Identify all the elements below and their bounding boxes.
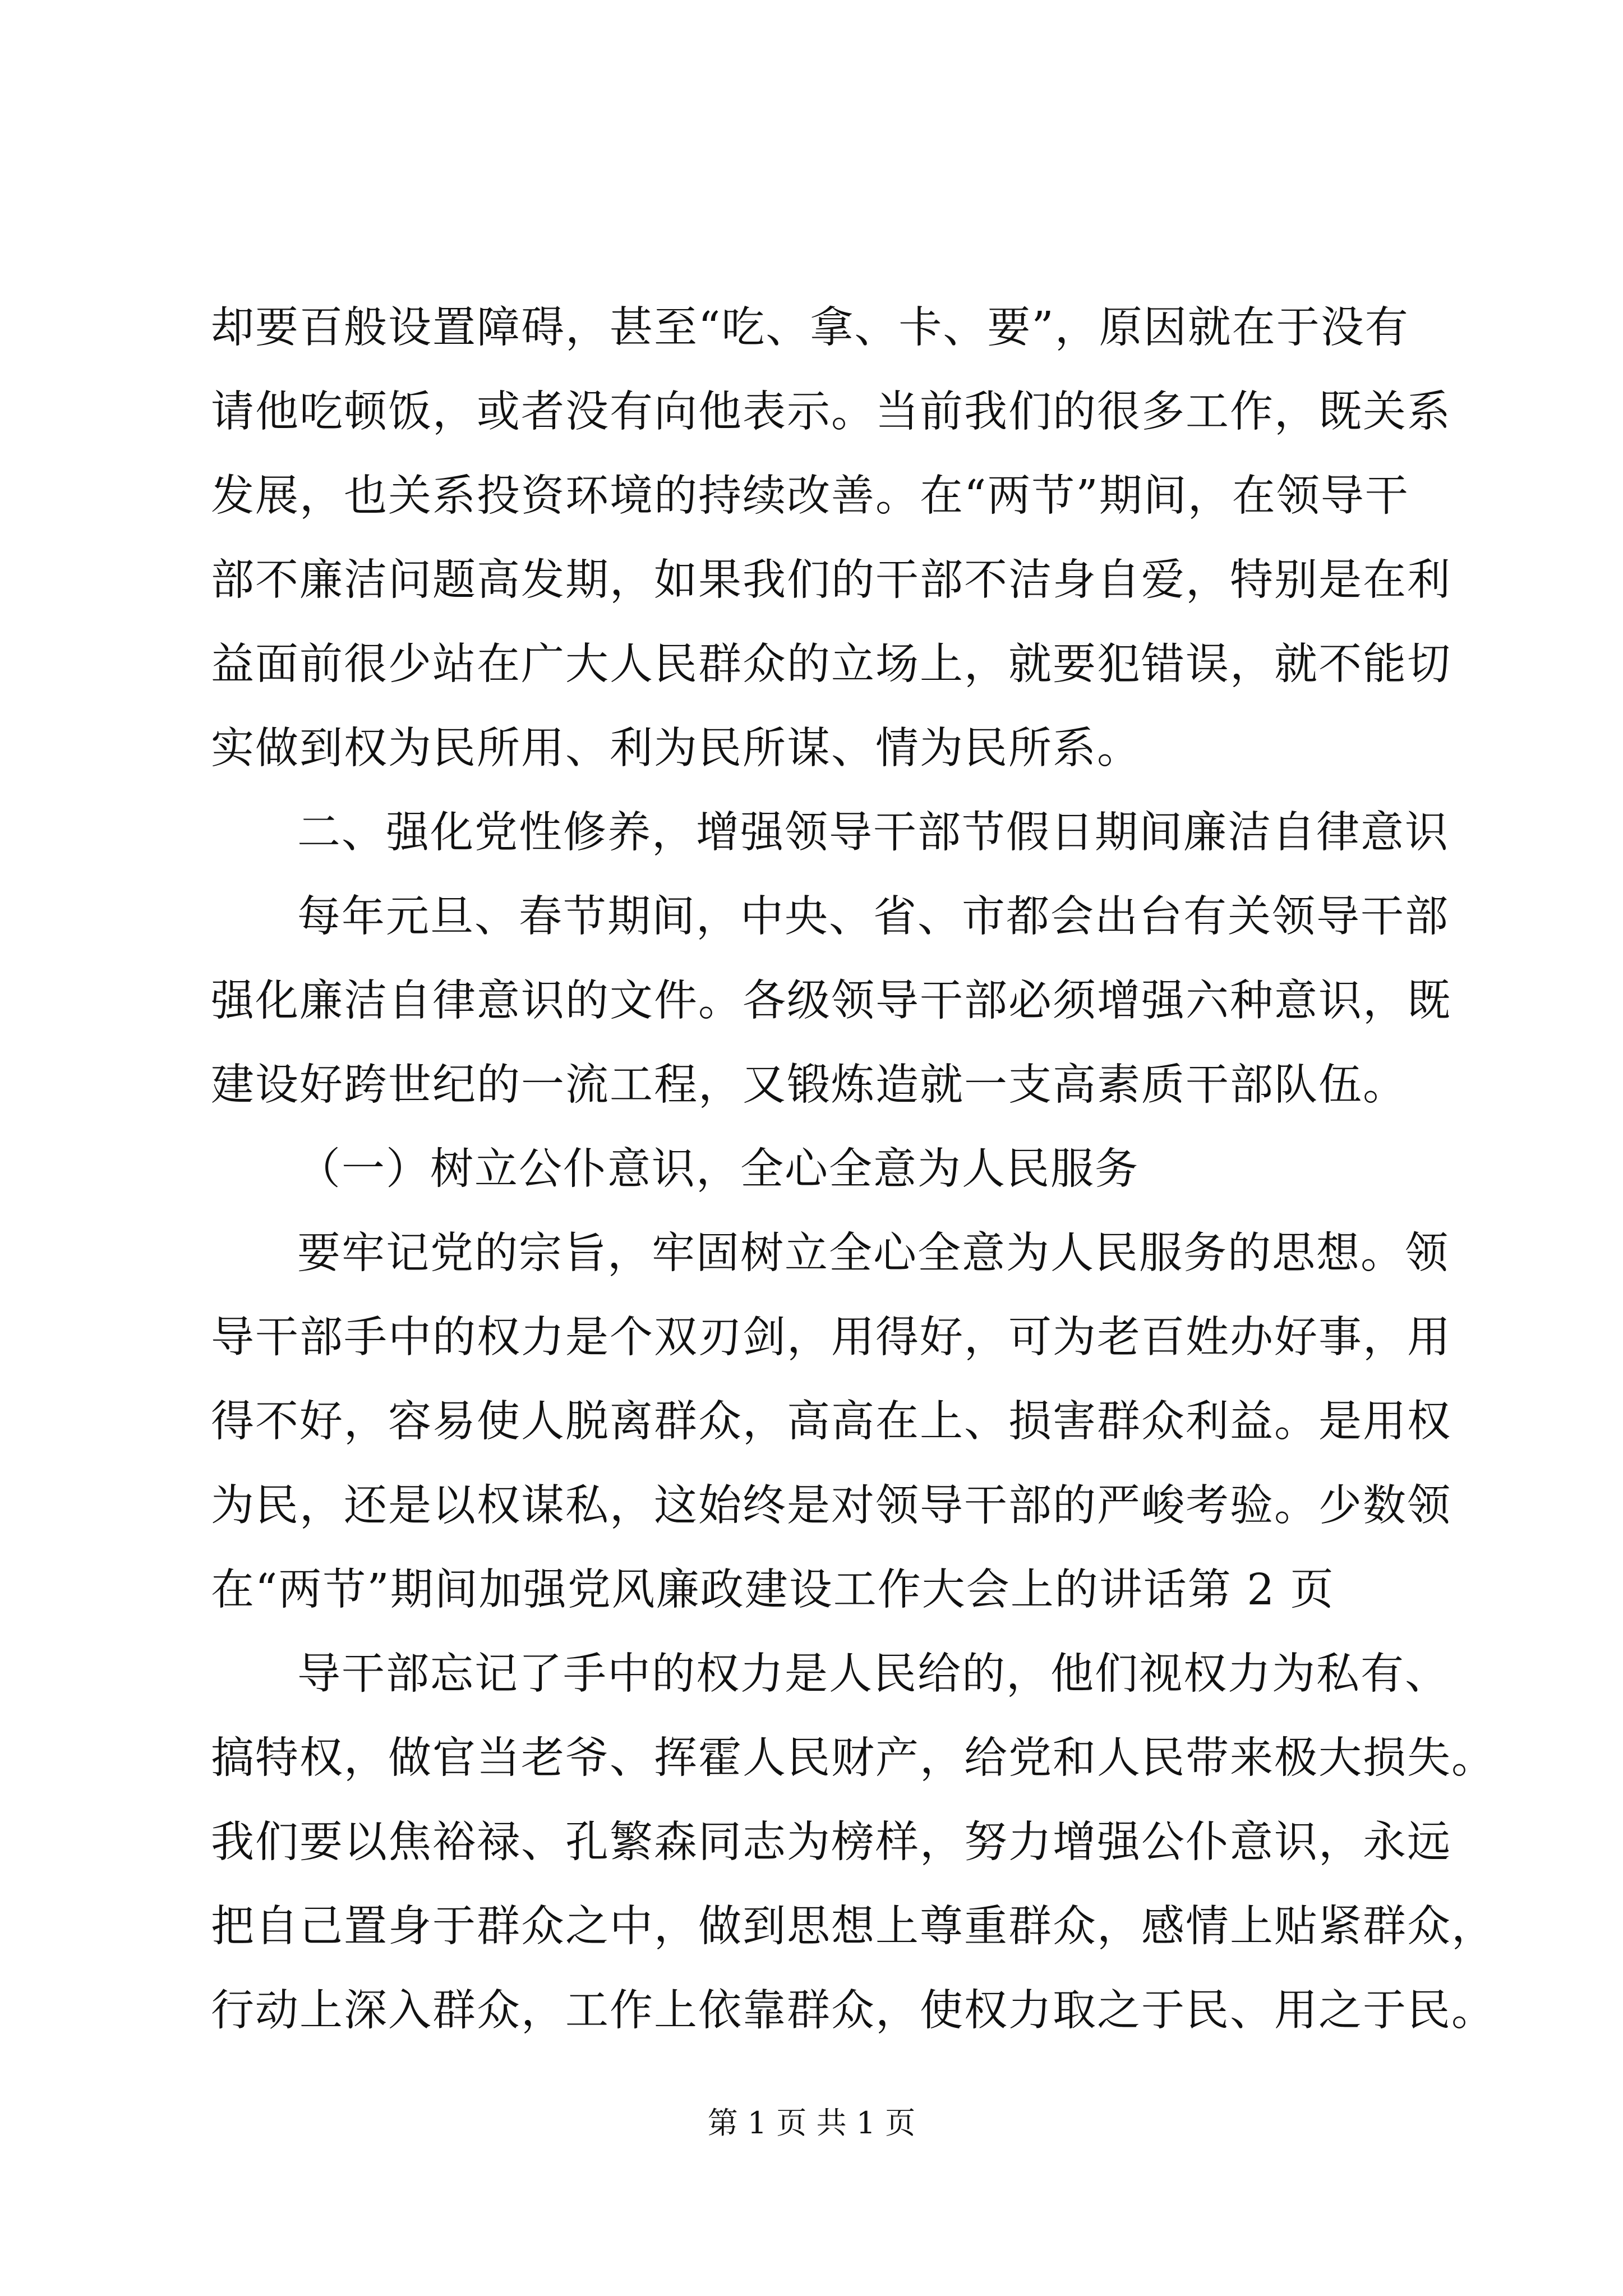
text-line: 搞特权，做官当老爷、挥霍人民财产，给党和人民带来极大损失。 (211, 1733, 1496, 1783)
text-line: 得不好，容易使人脱离群众，高高在上、损害群众利益。是用权 (211, 1397, 1451, 1447)
page-footer: 第 1 页 共 1 页 (707, 2105, 916, 2141)
text-line: 把自己置身于群众之中，做到思想上尊重群众，感情上贴紧群众， (211, 1902, 1496, 1952)
text-line: 要牢记党的宗旨，牢固树立全心全意为人民服务的思想。领 (297, 1228, 1449, 1278)
subsection-heading: （一）树立公仆意识，全心全意为人民服务 (297, 1144, 1139, 1194)
text-line: 为民，还是以权谋私，这始终是对领导干部的严峻考验。少数领 (211, 1481, 1451, 1531)
text-line: 实做到权为民所用、利为民所谋、情为民所系。 (211, 724, 1141, 774)
text-line: 却要百般设置障碍，甚至“吃、拿、卡、要”，原因就在于没有 (211, 303, 1409, 353)
text-line: 请他吃顿饭，或者没有向他表示。当前我们的很多工作，既关系 (211, 387, 1451, 437)
text-line: 部不廉洁问题高发期，如果我们的干部不洁身自爱，特别是在利 (211, 555, 1451, 605)
section-heading: 二、强化党性修养，增强领导干部节假日期间廉洁自律意识 (297, 808, 1449, 858)
text-line: 我们要以焦裕禄、孔繁森同志为榜样，努力增强公仆意识，永远 (211, 1818, 1451, 1867)
page-reference-line: 在“两节”期间加强党风廉政建设工作大会上的讲话第 2 页 (211, 1565, 1335, 1615)
text-line: 导干部手中的权力是个双刃剑，用得好，可为老百姓办好事，用 (211, 1313, 1451, 1363)
text-line: 强化廉洁自律意识的文件。各级领导干部必须增强六种意识，既 (211, 976, 1451, 1026)
text-line: 每年元旦、春节期间，中央、省、市都会出台有关领导干部 (297, 892, 1449, 942)
text-line: 建设好跨世纪的一流工程，又锻炼造就一支高素质干部队伍。 (211, 1060, 1407, 1110)
text-line: 益面前很少站在广大人民群众的立场上，就要犯错误，就不能切 (211, 639, 1451, 689)
text-line: 行动上深入群众，工作上依靠群众，使权力取之于民、用之于民。 (211, 1986, 1496, 2036)
text-line: 发展，也关系投资环境的持续改善。在“两节”期间，在领导干 (211, 471, 1409, 521)
text-line: 导干部忘记了手中的权力是人民给的，他们视权力为私有、 (297, 1649, 1449, 1699)
